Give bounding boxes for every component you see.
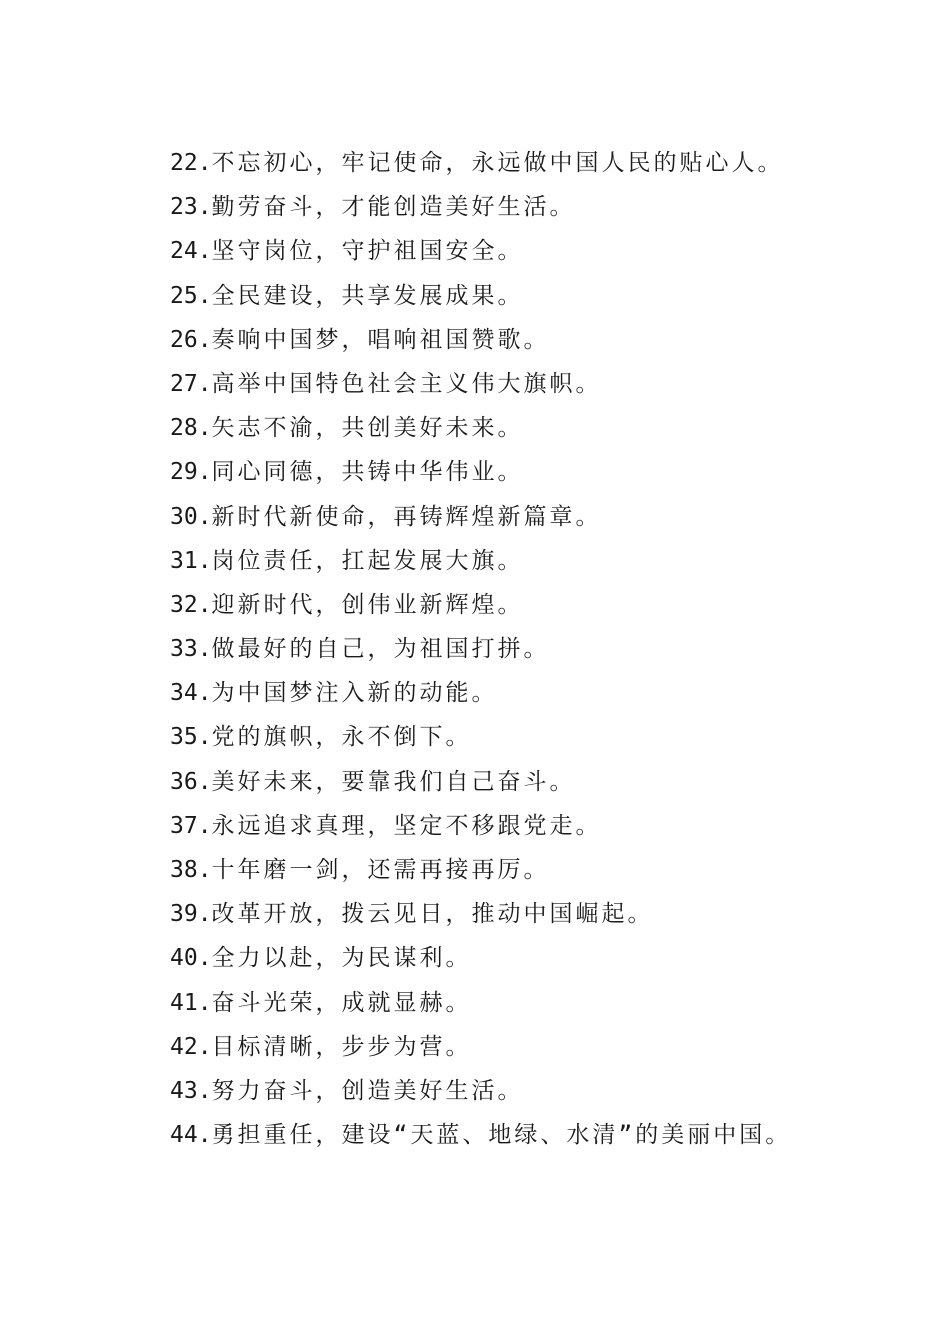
item-number: 44. (170, 1122, 212, 1149)
item-text: 目标清晰，步步为营。 (211, 1033, 472, 1060)
item-number: 31. (170, 547, 212, 574)
list-item (170, 1069, 791, 1113)
list-item (170, 892, 791, 936)
item-number: 35. (170, 724, 212, 751)
item-text: 奏响中国梦，唱响祖国赞歌。 (211, 326, 550, 353)
item-text: 迎新时代，创伟业新辉煌。 (211, 591, 524, 618)
item-number: 39. (170, 901, 212, 928)
item-number: 29. (170, 459, 212, 486)
item-number: 41. (170, 989, 212, 1016)
item-text: 做最好的自己，为祖国打拼。 (211, 636, 550, 663)
item-number: 40. (170, 945, 212, 972)
item-text: 新时代新使命，再铸辉煌新篇章。 (211, 503, 602, 530)
item-number: 37. (170, 812, 212, 839)
list-item (170, 495, 791, 539)
item-text: 矢志不渝，共创美好未来。 (211, 415, 524, 442)
list-item (170, 627, 791, 671)
list-item (170, 539, 791, 583)
item-text: 勤劳奋斗，才能创造美好生活。 (211, 194, 576, 221)
list-item (170, 583, 791, 627)
item-number: 28. (170, 415, 212, 442)
item-number: 30. (170, 503, 212, 530)
item-number: 27. (170, 370, 212, 397)
item-text: 全民建设，共享发展成果。 (211, 282, 524, 309)
item-text: 全力以赴，为民谋利。 (211, 945, 472, 972)
list-item (170, 760, 791, 804)
item-text: 党的旗帜，永不倒下。 (211, 724, 472, 751)
item-number: 43. (170, 1077, 212, 1104)
list-item (170, 715, 791, 759)
item-number: 24. (170, 238, 212, 265)
item-number: 36. (170, 768, 212, 795)
list-item (170, 362, 791, 406)
list-item (170, 1113, 791, 1157)
item-text: 不忘初心，牢记使命，永远做中国人民的贴心人。 (211, 150, 784, 176)
list-item (170, 141, 791, 185)
item-number: 33. (170, 636, 212, 663)
item-text: 奋斗光荣，成就显赫。 (211, 989, 472, 1016)
item-number: 34. (170, 680, 212, 707)
item-number: 25. (170, 282, 212, 309)
item-text: 岗位责任，扛起发展大旗。 (211, 547, 524, 574)
item-text: 同心同德，共铸中华伟业。 (211, 459, 524, 486)
list-item (170, 804, 791, 848)
item-number: 22. (170, 150, 212, 176)
item-text: 美好未来，要靠我们自己奋斗。 (211, 768, 576, 795)
item-text: 高举中国特色社会主义伟大旗帜。 (211, 370, 602, 397)
slogan-list (170, 141, 791, 1157)
item-text: 为中国梦注入新的动能。 (211, 680, 498, 707)
item-text: 勇担重任，建设“天蓝、地绿、水清”的美丽中国。 (211, 1122, 792, 1149)
list-item (170, 185, 791, 229)
list-item (170, 671, 791, 715)
item-number: 32. (170, 591, 212, 618)
item-text: 努力奋斗，创造美好生活。 (211, 1077, 524, 1104)
list-item (170, 450, 791, 494)
item-number: 23. (170, 194, 212, 221)
item-text: 永远追求真理，坚定不移跟党走。 (211, 812, 602, 839)
list-item (170, 318, 791, 362)
list-item (170, 981, 791, 1025)
list-item (170, 848, 791, 892)
list-item (170, 1025, 791, 1069)
list-item (170, 936, 791, 980)
item-text: 十年磨一剑，还需再接再厉。 (211, 857, 550, 883)
item-text: 改革开放，拨云见日，推动中国崛起。 (211, 901, 654, 928)
item-number: 38. (170, 857, 212, 883)
list-item (170, 274, 791, 318)
item-text: 坚守岗位，守护祖国安全。 (211, 238, 524, 265)
item-number: 42. (170, 1033, 212, 1060)
list-item (170, 229, 791, 273)
item-number: 26. (170, 326, 212, 353)
list-item (170, 406, 791, 450)
